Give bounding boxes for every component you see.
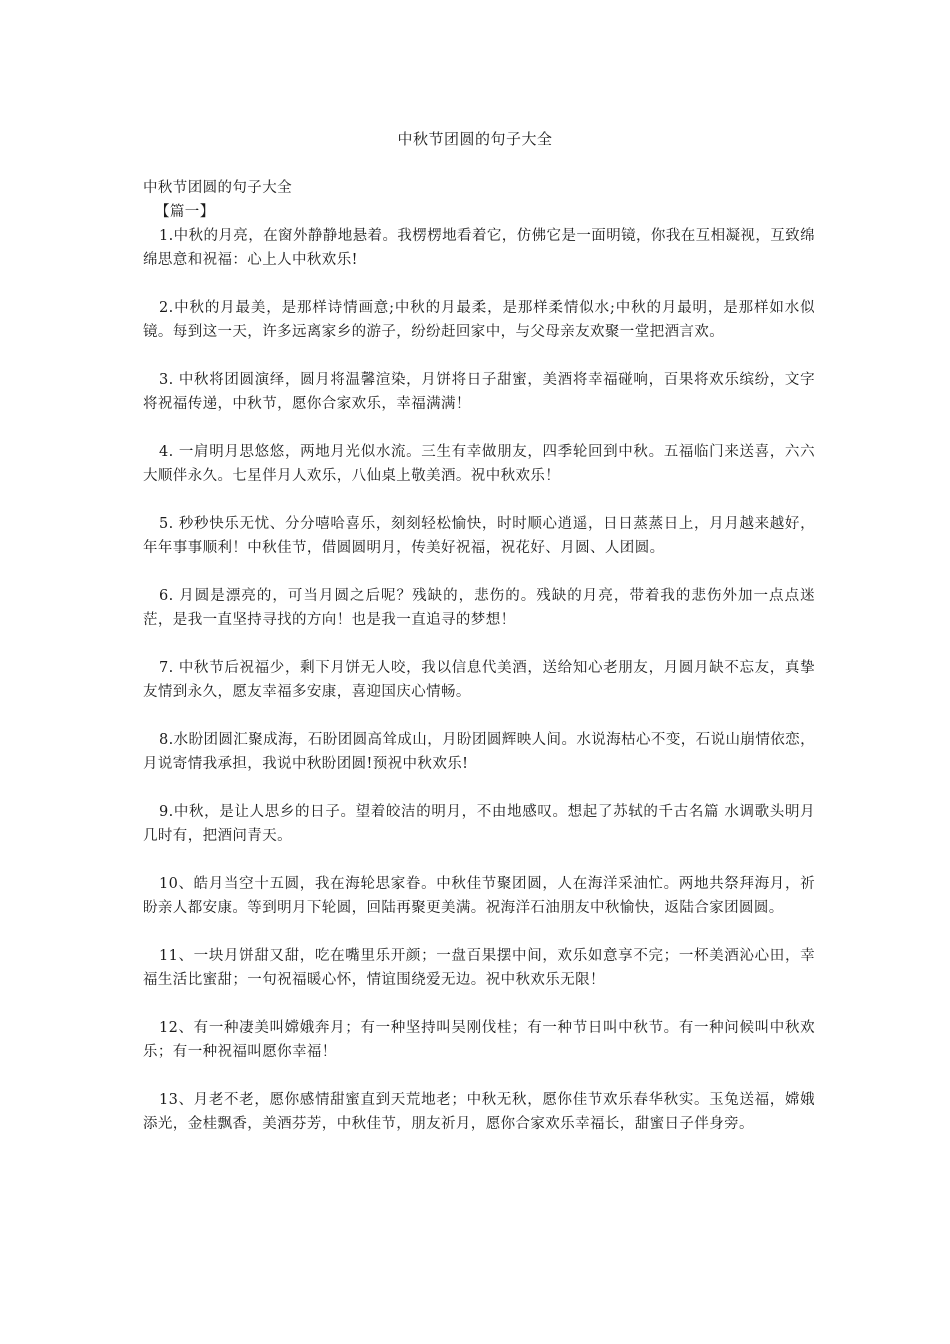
list-item: 8.水盼团圆汇聚成海，石盼团圆高耸成山，月盼团圆辉映人间。水说海枯心不变，石说山崩情依恋，月说寄情我承担，我说中秋盼团圆!预祝中秋欢乐! <box>143 732 815 772</box>
list-item: 3. 中秋将团圆演绎，圆月将温馨渲染，月饼将日子甜蜜，美酒将幸福碰响，百果将欢乐缤纷，文字将祝福传递，中秋节，愿你合家欢乐，幸福满满！ <box>143 372 815 412</box>
list-item: 4. 一肩明月思悠悠，两地月光似水流。三生有幸做朋友，四季轮回到中秋。五福临门来送喜，六六大顺伴永久。七星伴月人欢乐，八仙桌上敬美酒。祝中秋欢乐！ <box>143 444 815 484</box>
list-item: 9.中秋，是让人思乡的日子。望着皎洁的明月，不由地感叹。想起了苏轼的千古名篇 水调歌头明月几时有，把酒问青天。 <box>143 804 815 844</box>
list-item: 13、月老不老，愿你感情甜蜜直到天荒地老；中秋无秋，愿你佳节欢乐春华秋实。玉兔送福，嫦娥添光，金桂飘香，美酒芬芳，中秋佳节，朋友祈月，愿你合家欢乐幸福长，甜蜜日子伴身旁。 <box>143 1092 815 1132</box>
list-item: 12、有一种凄美叫嫦娥奔月；有一种坚持叫吴刚伐桂；有一种节日叫中秋节。有一种问候叫中秋欢乐；有一种祝福叫愿你幸福！ <box>143 1020 815 1060</box>
document-title: 中秋节团圆的句子大全 <box>397 130 553 148</box>
list-item: 1.中秋的月亮，在窗外静静地悬着。我楞楞地看着它，仿佛它是一面明镜，你我在互相凝视，互致绵绵思意和祝福：心上人中秋欢乐! <box>143 228 815 268</box>
sentence-list <box>143 224 815 1136</box>
document-subtitle: 中秋节团圆的句子大全 <box>143 180 292 196</box>
list-item: 2.中秋的月最美，是那样诗情画意;中秋的月最柔，是那样柔情似水;中秋的月最明，是那样如水似镜。每到这一天，许多远离家乡的游子，纷纷赶回家中，与父母亲友欢聚一堂把酒言欢。 <box>143 300 815 340</box>
list-item: 6. 月圆是漂亮的，可当月圆之后呢？残缺的，悲伤的。残缺的月亮，带着我的悲伤外加一点点迷茫，是我一直坚持寻找的方向！也是我一直追寻的梦想！ <box>143 588 815 628</box>
section-heading: 【篇一】 <box>155 204 215 220</box>
list-item: 7. 中秋节后祝福少，剩下月饼无人咬，我以信息代美酒，送给知心老朋友，月圆月缺不忘友，真挚友情到永久，愿友幸福多安康，喜迎国庆心情畅。 <box>143 660 815 700</box>
list-item: 11、一块月饼甜又甜，吃在嘴里乐开颜；一盘百果摆中间，欢乐如意享不完；一杯美酒沁心田，幸福生活比蜜甜；一句祝福暖心怀，情谊围绕爱无边。祝中秋欢乐无限！ <box>143 948 815 988</box>
document-body <box>143 176 815 1160</box>
list-item: 5. 秒秒快乐无忧、分分嘻哈喜乐，刻刻轻松愉快，时时顺心逍遥，日日蒸蒸日上，月月越来越好，年年事事顺利！中秋佳节，借圆圆明月，传美好祝福，祝花好、月圆、人团圆。 <box>143 516 815 556</box>
list-item: 10、皓月当空十五圆，我在海轮思家眷。中秋佳节聚团圆，人在海洋采油忙。两地共祭拜海月，祈盼亲人都安康。等到明月下轮圆，回陆再聚更美满。祝海洋石油朋友中秋愉快，返陆合家团圆圆。 <box>143 876 815 916</box>
